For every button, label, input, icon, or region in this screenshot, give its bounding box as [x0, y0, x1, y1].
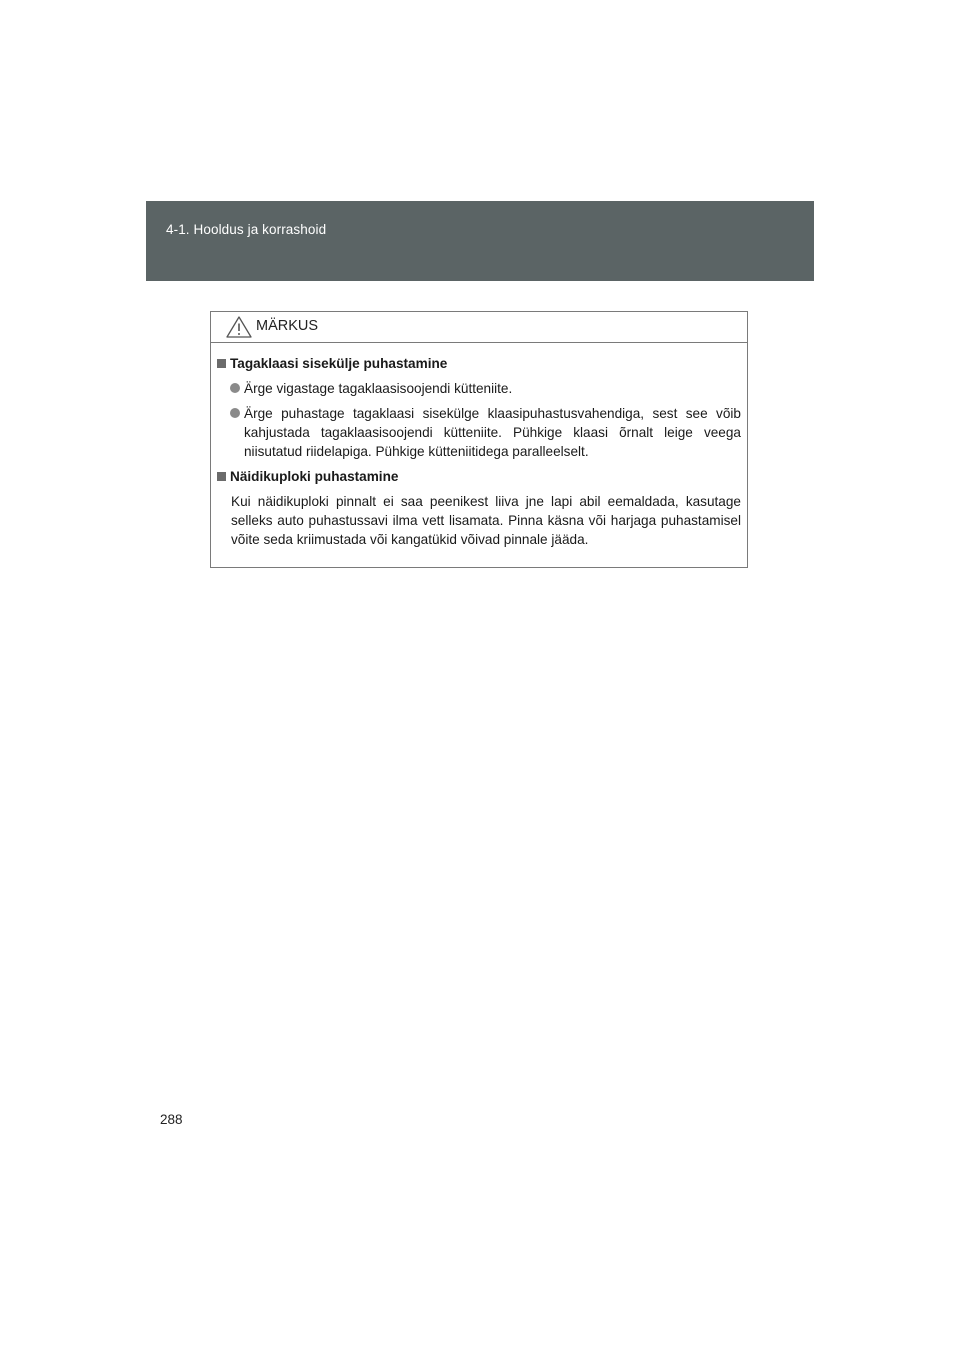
list-item-text: Ärge puhastage tagaklaasi sisekülge klaasipuhastusvahendiga, sest see võib kahjustada tagaklaasisoojendi kütteniite. Pühkige klaasi õrnalt leige veega niisutatud riidelapiga. Pühkige kütteniitidega paralleelselt.: [244, 406, 741, 459]
page-number: 288: [160, 1112, 183, 1127]
notice-body: [211, 343, 747, 549]
paragraph: Kui näidikuploki pinnalt ei saa peenikest liiva jne lapi abil eemaldada, kasutage selleks auto puhastussavi ilma vett lisamata. Pinna käsna või harjaga puhastamisel võite seda kriimustada või kangatükid võivad pinnale jääda.: [231, 494, 741, 547]
list-item: [217, 404, 741, 461]
section-heading: [217, 467, 741, 486]
section-header-band: [146, 201, 814, 281]
circle-bullet-icon: [230, 408, 240, 418]
notice-box: [210, 311, 748, 568]
section-heading: [217, 354, 741, 373]
notice-title: MÄRKUS: [256, 318, 319, 334]
square-bullet-icon: [217, 472, 226, 481]
circle-bullet-icon: [230, 383, 240, 393]
section-title: 4-1. Hooldus ja korrashoid: [166, 222, 327, 237]
square-bullet-icon: [217, 359, 226, 368]
section-heading-text: Tagaklaasi sisekülje puhastamine: [230, 356, 448, 371]
list-item: [217, 379, 741, 398]
notice-header: [211, 312, 747, 343]
list-item-text: Ärge vigastage tagaklaasisoojendi kütteniite.: [244, 381, 513, 396]
section-heading-text: Näidikuploki puhastamine: [230, 469, 399, 484]
warning-triangle-icon: [226, 316, 252, 338]
